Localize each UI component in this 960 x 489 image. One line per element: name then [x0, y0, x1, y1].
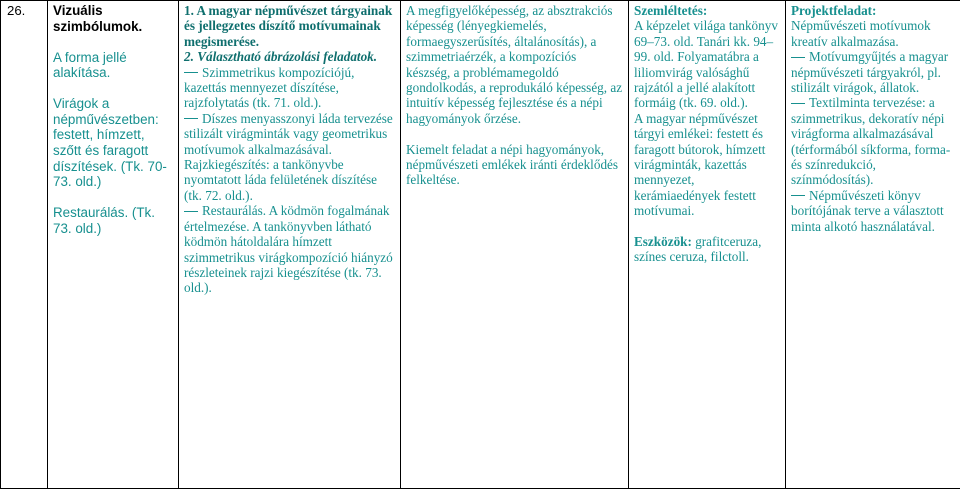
project-cell: [786, 1, 960, 489]
development-para-2: Kiemelt feladat a népi hagyományok, népművészeti emlékek iránti érdeklődés felkeltése.: [406, 141, 619, 188]
topic-cell: [48, 1, 179, 489]
project-item-1: Motívumgyűjtés a magyar népművészeti tárgyakról, pl. stilizált virágok, állatok.: [791, 49, 949, 96]
row-number: 26.: [7, 3, 26, 18]
resources-text-1: A képzelet világa tankönyv 69–73. old. Tanári kk. 94–99. old. Folyamatábra a liliomvirág valósághű rajzától a jellé alakított formáig (tk. 69. old.).: [634, 18, 778, 111]
dash-icon: [184, 118, 198, 119]
project-text-1: Népművészeti motívumok kreatív alkalmazása.: [791, 18, 931, 49]
topic-title: Vizuális szimbólumok.: [53, 3, 143, 34]
resources-tools: [634, 234, 780, 265]
development-cell: [401, 1, 629, 489]
topic-subtitle: A forma jellé alakítása.: [53, 49, 127, 81]
table-row: [1, 1, 960, 489]
dash-icon: [791, 57, 805, 58]
tasks-cell: [179, 1, 401, 489]
topic-restore: Restaurálás. (Tk. 73. old.): [53, 205, 155, 236]
dash-icon: [184, 211, 198, 212]
dash-icon: [791, 103, 805, 104]
resources-cell: [629, 1, 786, 489]
resources-label: Szemléltetés:: [634, 3, 708, 18]
project-item-3: Népművészeti könyv borítójának terve a választott minta alkotó használatával.: [791, 187, 944, 234]
topic-body: Virágok a népművészetben: festett, hímzett, szőtt és faragott díszítések. (Tk. 70-73. old.): [53, 96, 167, 190]
dash-icon: [184, 72, 198, 73]
dash-icon: [791, 195, 805, 196]
project-item-2: Textilminta tervezése: a szimmetrikus, dekoratív népi virágforma alkalmazásával (térformából síkforma, forma- és színredukció, színmódosítás).: [791, 95, 951, 188]
tools-label: Eszközök:: [634, 234, 692, 250]
row-number-cell: [1, 1, 48, 489]
tasks-item-1: Szimmetrikus kompozíciójú, kazettás mennyezet díszítése, rajzfolytatás (tk. 71. old.).: [184, 64, 355, 111]
tools-text: grafitceruza, színes ceruza, filctoll.: [634, 234, 762, 265]
tasks-heading-2: 2. Választható ábrázolási feladatok.: [184, 49, 378, 65]
development-para-1: A megfigyelőképesség, az absztrakciós képesség (lényegkiemelés, formaegyszerűsítés, általánosítás), a szimmetriaérzék, a kompozíciós készség, a problémamegoldó gondolkodás, a reprodukáló képesség, az intuitív képesség fejlesztése és a népi hagyományok őrzése.: [406, 3, 623, 126]
tasks-item-2: Díszes menyasszonyi láda tervezése stilizált virágminták vagy geometrikus motívumok alkalmazásával. Rajzkiegészítés: a tankönyvbe nyomtatott láda felületének díszítése (tk. 72. old.).: [184, 110, 393, 203]
tasks-heading: 1. A magyar népművészet tárgyainak és jellegzetes díszítő motívumainak megismerése.: [184, 3, 393, 49]
tasks-item-3: Restaurálás. A ködmön fogalmának értelmezése. A tankönyvben látható ködmön hátoldalára hímzett szimmetrikus virágkompozíció hiányzó részleteinek rajzi kiegészítése (tk. 73. old.).: [184, 203, 393, 296]
resources-text-2: A magyar népművészet tárgyi emlékei: festett és faragott bútorok, hímzett virágminták, kazettás mennyezet, kerámiaedények festett motívumai.: [634, 110, 766, 219]
project-label: Projektfeladat:: [791, 3, 877, 18]
